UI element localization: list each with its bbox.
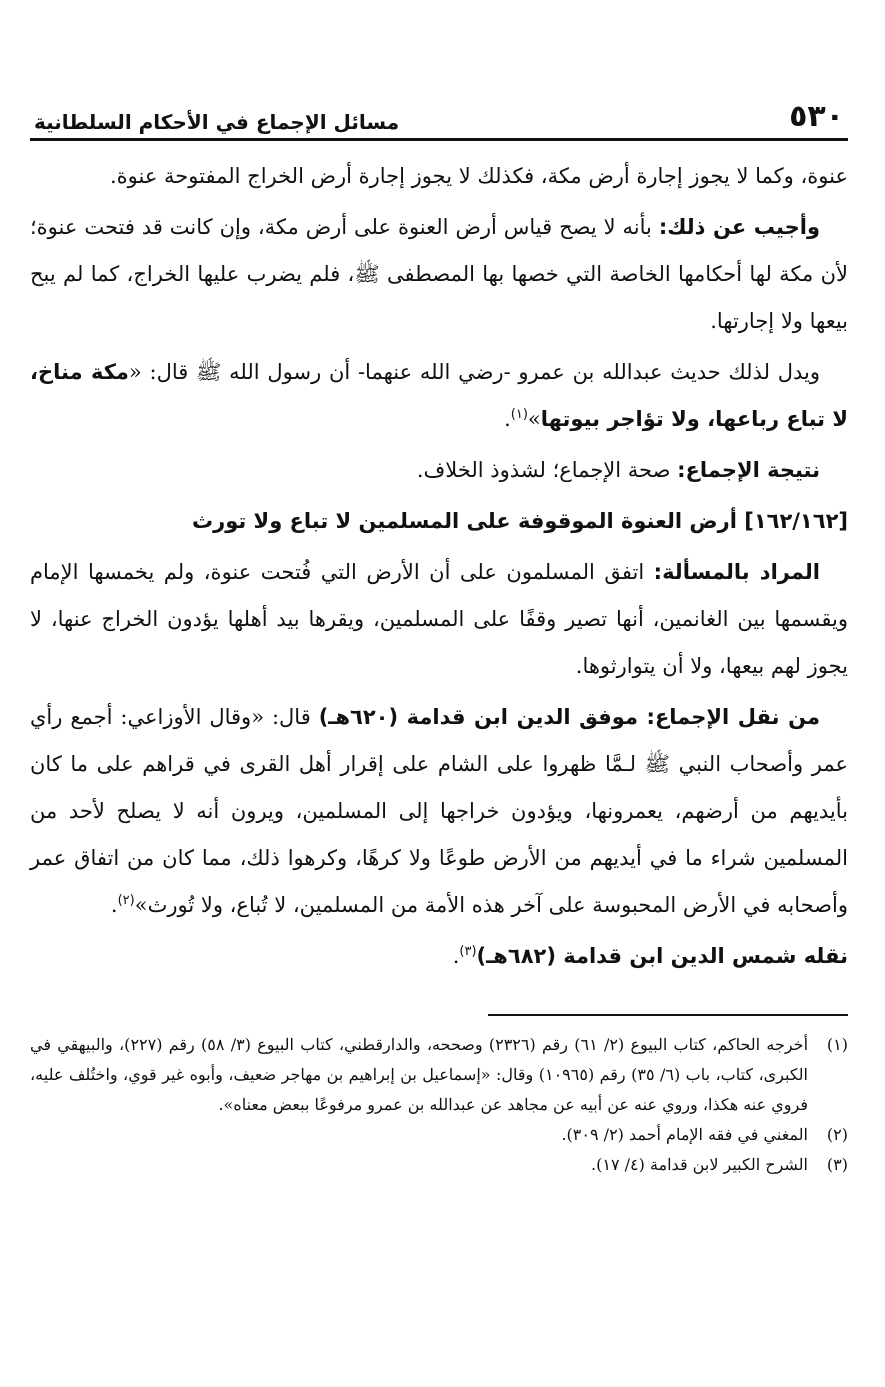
paragraph-text: صحة الإجماع؛ لشذوذ الخلاف. bbox=[416, 458, 678, 482]
paragraph-transmitted bbox=[30, 933, 848, 980]
scholar-name: موفق الدين ابن قدامة (٦٢٠هـ) bbox=[318, 705, 647, 729]
footnote-3 bbox=[30, 1150, 848, 1180]
footnote-number: (٢) bbox=[826, 1125, 848, 1144]
paragraph-text: بأنه لا يصح قياس أرض العنوة على أرض مكة، وإن كانت قد فتحت عنوة؛ لأن مكة لها أحكامها الخاصة التي خصها بها المصطفى ﷺ، فلم يضرب عليها الخراج، كما لم يبح بيعها ولا إجارتها. bbox=[30, 215, 848, 333]
paragraph-response bbox=[30, 204, 848, 345]
paragraph-result bbox=[30, 447, 848, 494]
footnotes bbox=[30, 1030, 848, 1180]
quote-close: » bbox=[527, 407, 541, 431]
issue-heading: [١٦٢/١٦٢] أرض العنوة الموقوفة على المسلمين لا تباع ولا تورث bbox=[192, 509, 848, 533]
running-header bbox=[30, 82, 848, 141]
footnote-ref-2[interactable]: (٢) bbox=[117, 893, 135, 908]
paragraph-consensus-source bbox=[30, 694, 848, 929]
paragraph-lead: وأجيب عن ذلك: bbox=[658, 215, 820, 239]
hadith-quote: مكة مناخ، لا تباع رباعها، ولا تؤاجر بيوتها bbox=[30, 360, 848, 431]
paragraph-end: . bbox=[110, 893, 118, 917]
scholar-name: نقله شمس الدين ابن قدامة (٦٨٢هـ) bbox=[476, 944, 848, 968]
paragraph-lead: المراد بالمسألة: bbox=[653, 560, 821, 584]
paragraph-evidence bbox=[30, 349, 848, 443]
paragraph-text: اتفق المسلمون على أن الأرض التي فُتحت عنوة، ولم يخمسها الإمام ويقسمها بين الغانمين، أنها تصير وقفًا على المسلمين، ويقرها بيد أهلها يؤدون الخراج عنها، لا يجوز لهم بيعها، ولا أن يتوارثوها. bbox=[30, 560, 848, 678]
footnote-text: أخرجه الحاكم، كتاب البيوع (٢/ ٦١) رقم (٢٣٢٦) وصححه، والدارقطني، كتاب البيوع (٣/ ٥٨) رقم (٢٢٧)، والبيهقي في الكبرى، كتاب، باب (٦/ ٣٥) رقم (١٠٩٦٥) وقال: «إسماعيل بن إبراهيم بن مهاجر ضعيف، وأبوه غير قوي، واختُلف عليه، فروي عنه هكذا، وروي عنه عن أبيه عن مجاهد عن عبدالله بن عمرو مرفوعًا ببعض معناه». bbox=[30, 1035, 809, 1114]
paragraph-text: قال: «وقال الأوزاعي: أجمع رأي عمر وأصحاب النبي ﷺ لـمَّا ظهروا على الشام على إقرار أهل القرى في قراهم على ما كان بأيديهم من أرضهم، يعمرونها، ويؤدون خراجها إلى المسلمين، ويرون أنه لا يصلح لأحد من المسلمين شراء ما في أيديهم من الأرض طوعًا ولا كرهًا، وكرهوا ذلك، مما كان من اتفاق عمر وأصحابه في الأرض المحبوسة على آخر هذه الأمة من المسلمين، لا تُباع، ولا تُورث» bbox=[30, 705, 848, 917]
footnote-ref-1[interactable]: (١) bbox=[510, 407, 528, 422]
footnote-2 bbox=[30, 1120, 848, 1150]
footnote-divider bbox=[488, 1014, 848, 1016]
running-title: مسائل الإجماع في الأحكام السلطانية bbox=[34, 110, 400, 134]
paragraph-end: . bbox=[452, 944, 460, 968]
paragraph-lead: نتيجة الإجماع: bbox=[677, 458, 820, 482]
footnote-number: (٣) bbox=[826, 1155, 848, 1174]
footnote-text: المغني في فقه الإمام أحمد (٢/ ٣٠٩). bbox=[561, 1125, 808, 1144]
paragraph-text: ويدل لذلك حديث عبدالله بن عمرو -رضي الله عنهما- أن رسول الله ﷺ قال: « bbox=[128, 360, 820, 384]
footnote-1 bbox=[30, 1030, 848, 1120]
paragraph-meaning bbox=[30, 549, 848, 690]
page-body bbox=[30, 153, 848, 980]
footnote-text: الشرح الكبير لابن قدامة (٤/ ١٧). bbox=[591, 1155, 808, 1174]
paragraph-end: . bbox=[504, 407, 511, 431]
footnote-ref-3[interactable]: (٣) bbox=[459, 944, 477, 959]
paragraph-lead: من نقل الإجماع: bbox=[646, 705, 820, 729]
paragraph-1 bbox=[30, 153, 848, 200]
paragraph-text: عنوة، وكما لا يجوز إجارة أرض مكة، فكذلك لا يجوز إجارة أرض الخراج المفتوحة عنوة. bbox=[109, 164, 848, 188]
footnote-number: (١) bbox=[826, 1035, 848, 1054]
page-number: ٥٣٠ bbox=[789, 99, 844, 134]
book-page bbox=[30, 82, 848, 1180]
